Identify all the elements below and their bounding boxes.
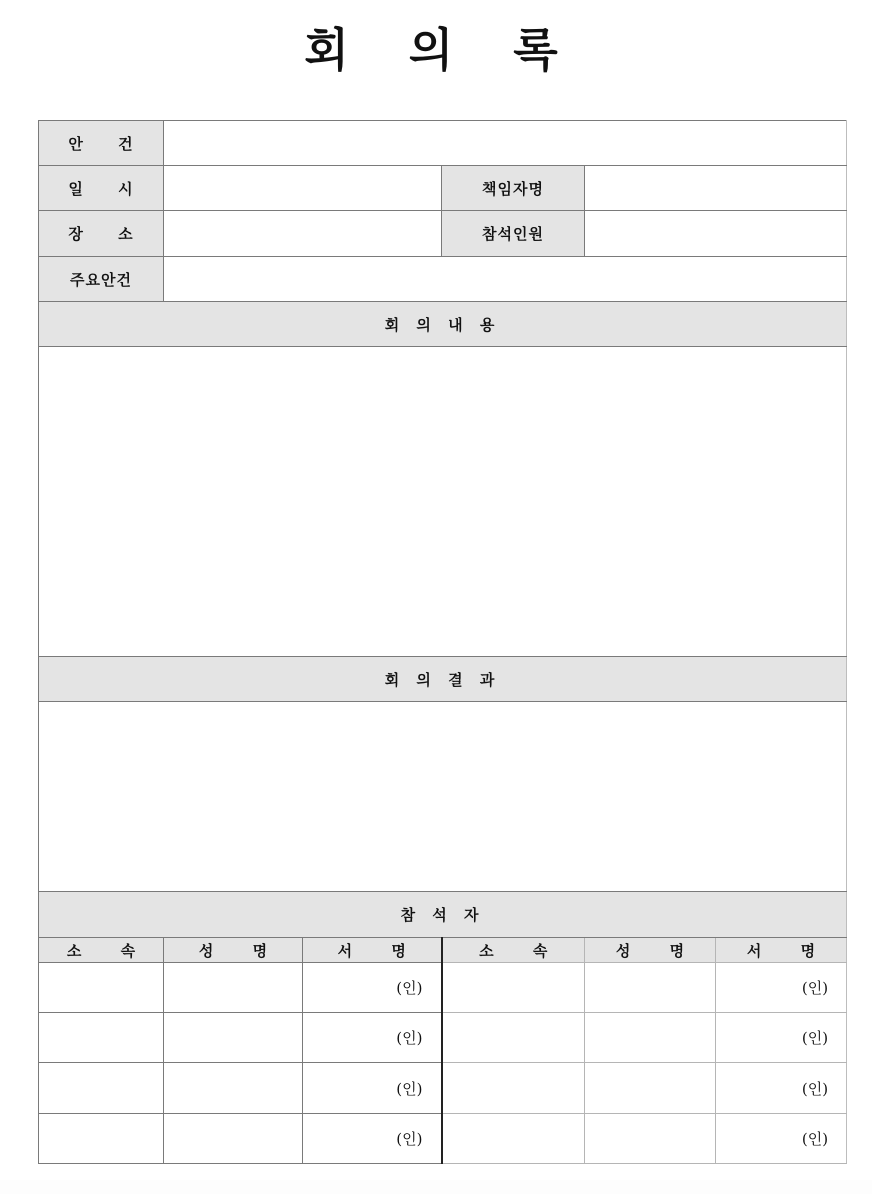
name-cell[interactable] <box>164 1013 303 1063</box>
attendee-count-label: 참석인원 <box>442 211 585 257</box>
attendees-header: 참 석 자 <box>39 892 847 938</box>
meeting-minutes-form <box>38 120 847 1164</box>
attendee-row <box>39 1063 847 1114</box>
signature-cell[interactable]: (인) <box>303 963 442 1013</box>
attendee-row <box>39 1013 847 1063</box>
attendee-row <box>39 1114 847 1164</box>
attendee-row <box>39 963 847 1013</box>
col-name-right: 성 명 <box>585 938 716 963</box>
col-signature-right: 서 명 <box>716 938 847 963</box>
meeting-content-area[interactable] <box>39 347 847 657</box>
affiliation-cell[interactable] <box>39 1063 164 1114</box>
agenda-field[interactable] <box>164 121 847 166</box>
meeting-content-header: 회 의 내 용 <box>39 302 847 347</box>
document-title: 회 의 록 <box>304 23 580 77</box>
col-name-left: 성 명 <box>164 938 303 963</box>
main-agenda-label: 주요안건 <box>39 257 164 302</box>
signature-cell[interactable]: (인) <box>716 1063 847 1114</box>
datetime-label: 일 시 <box>39 166 164 211</box>
meeting-result-area[interactable] <box>39 702 847 892</box>
col-signature-left: 서 명 <box>303 938 442 963</box>
signature-cell[interactable]: (인) <box>303 1013 442 1063</box>
name-cell[interactable] <box>585 963 716 1013</box>
place-label: 장 소 <box>39 211 164 257</box>
affiliation-cell[interactable] <box>442 1114 585 1164</box>
affiliation-cell[interactable] <box>442 1013 585 1063</box>
signature-cell[interactable]: (인) <box>303 1063 442 1114</box>
affiliation-cell[interactable] <box>39 1114 164 1164</box>
col-affiliation-right: 소 속 <box>442 938 585 963</box>
signature-cell[interactable]: (인) <box>303 1114 442 1164</box>
name-cell[interactable] <box>164 1114 303 1164</box>
place-field[interactable] <box>164 211 442 257</box>
main-agenda-field[interactable] <box>164 257 847 302</box>
name-cell[interactable] <box>585 1013 716 1063</box>
responsible-label: 책임자명 <box>442 166 585 211</box>
signature-cell[interactable]: (인) <box>716 1013 847 1063</box>
col-affiliation-left: 소 속 <box>39 938 164 963</box>
name-cell[interactable] <box>585 1063 716 1114</box>
affiliation-cell[interactable] <box>39 1013 164 1063</box>
datetime-field[interactable] <box>164 166 442 211</box>
affiliation-cell[interactable] <box>442 1063 585 1114</box>
affiliation-cell[interactable] <box>442 963 585 1013</box>
name-cell[interactable] <box>164 963 303 1013</box>
affiliation-cell[interactable] <box>39 963 164 1013</box>
signature-cell[interactable]: (인) <box>716 1114 847 1164</box>
signature-cell[interactable]: (인) <box>716 963 847 1013</box>
meeting-result-header: 회 의 결 과 <box>39 657 847 702</box>
agenda-label: 안 건 <box>39 121 164 166</box>
attendee-count-field[interactable] <box>585 211 847 257</box>
name-cell[interactable] <box>164 1063 303 1114</box>
responsible-field[interactable] <box>585 166 847 211</box>
name-cell[interactable] <box>585 1114 716 1164</box>
